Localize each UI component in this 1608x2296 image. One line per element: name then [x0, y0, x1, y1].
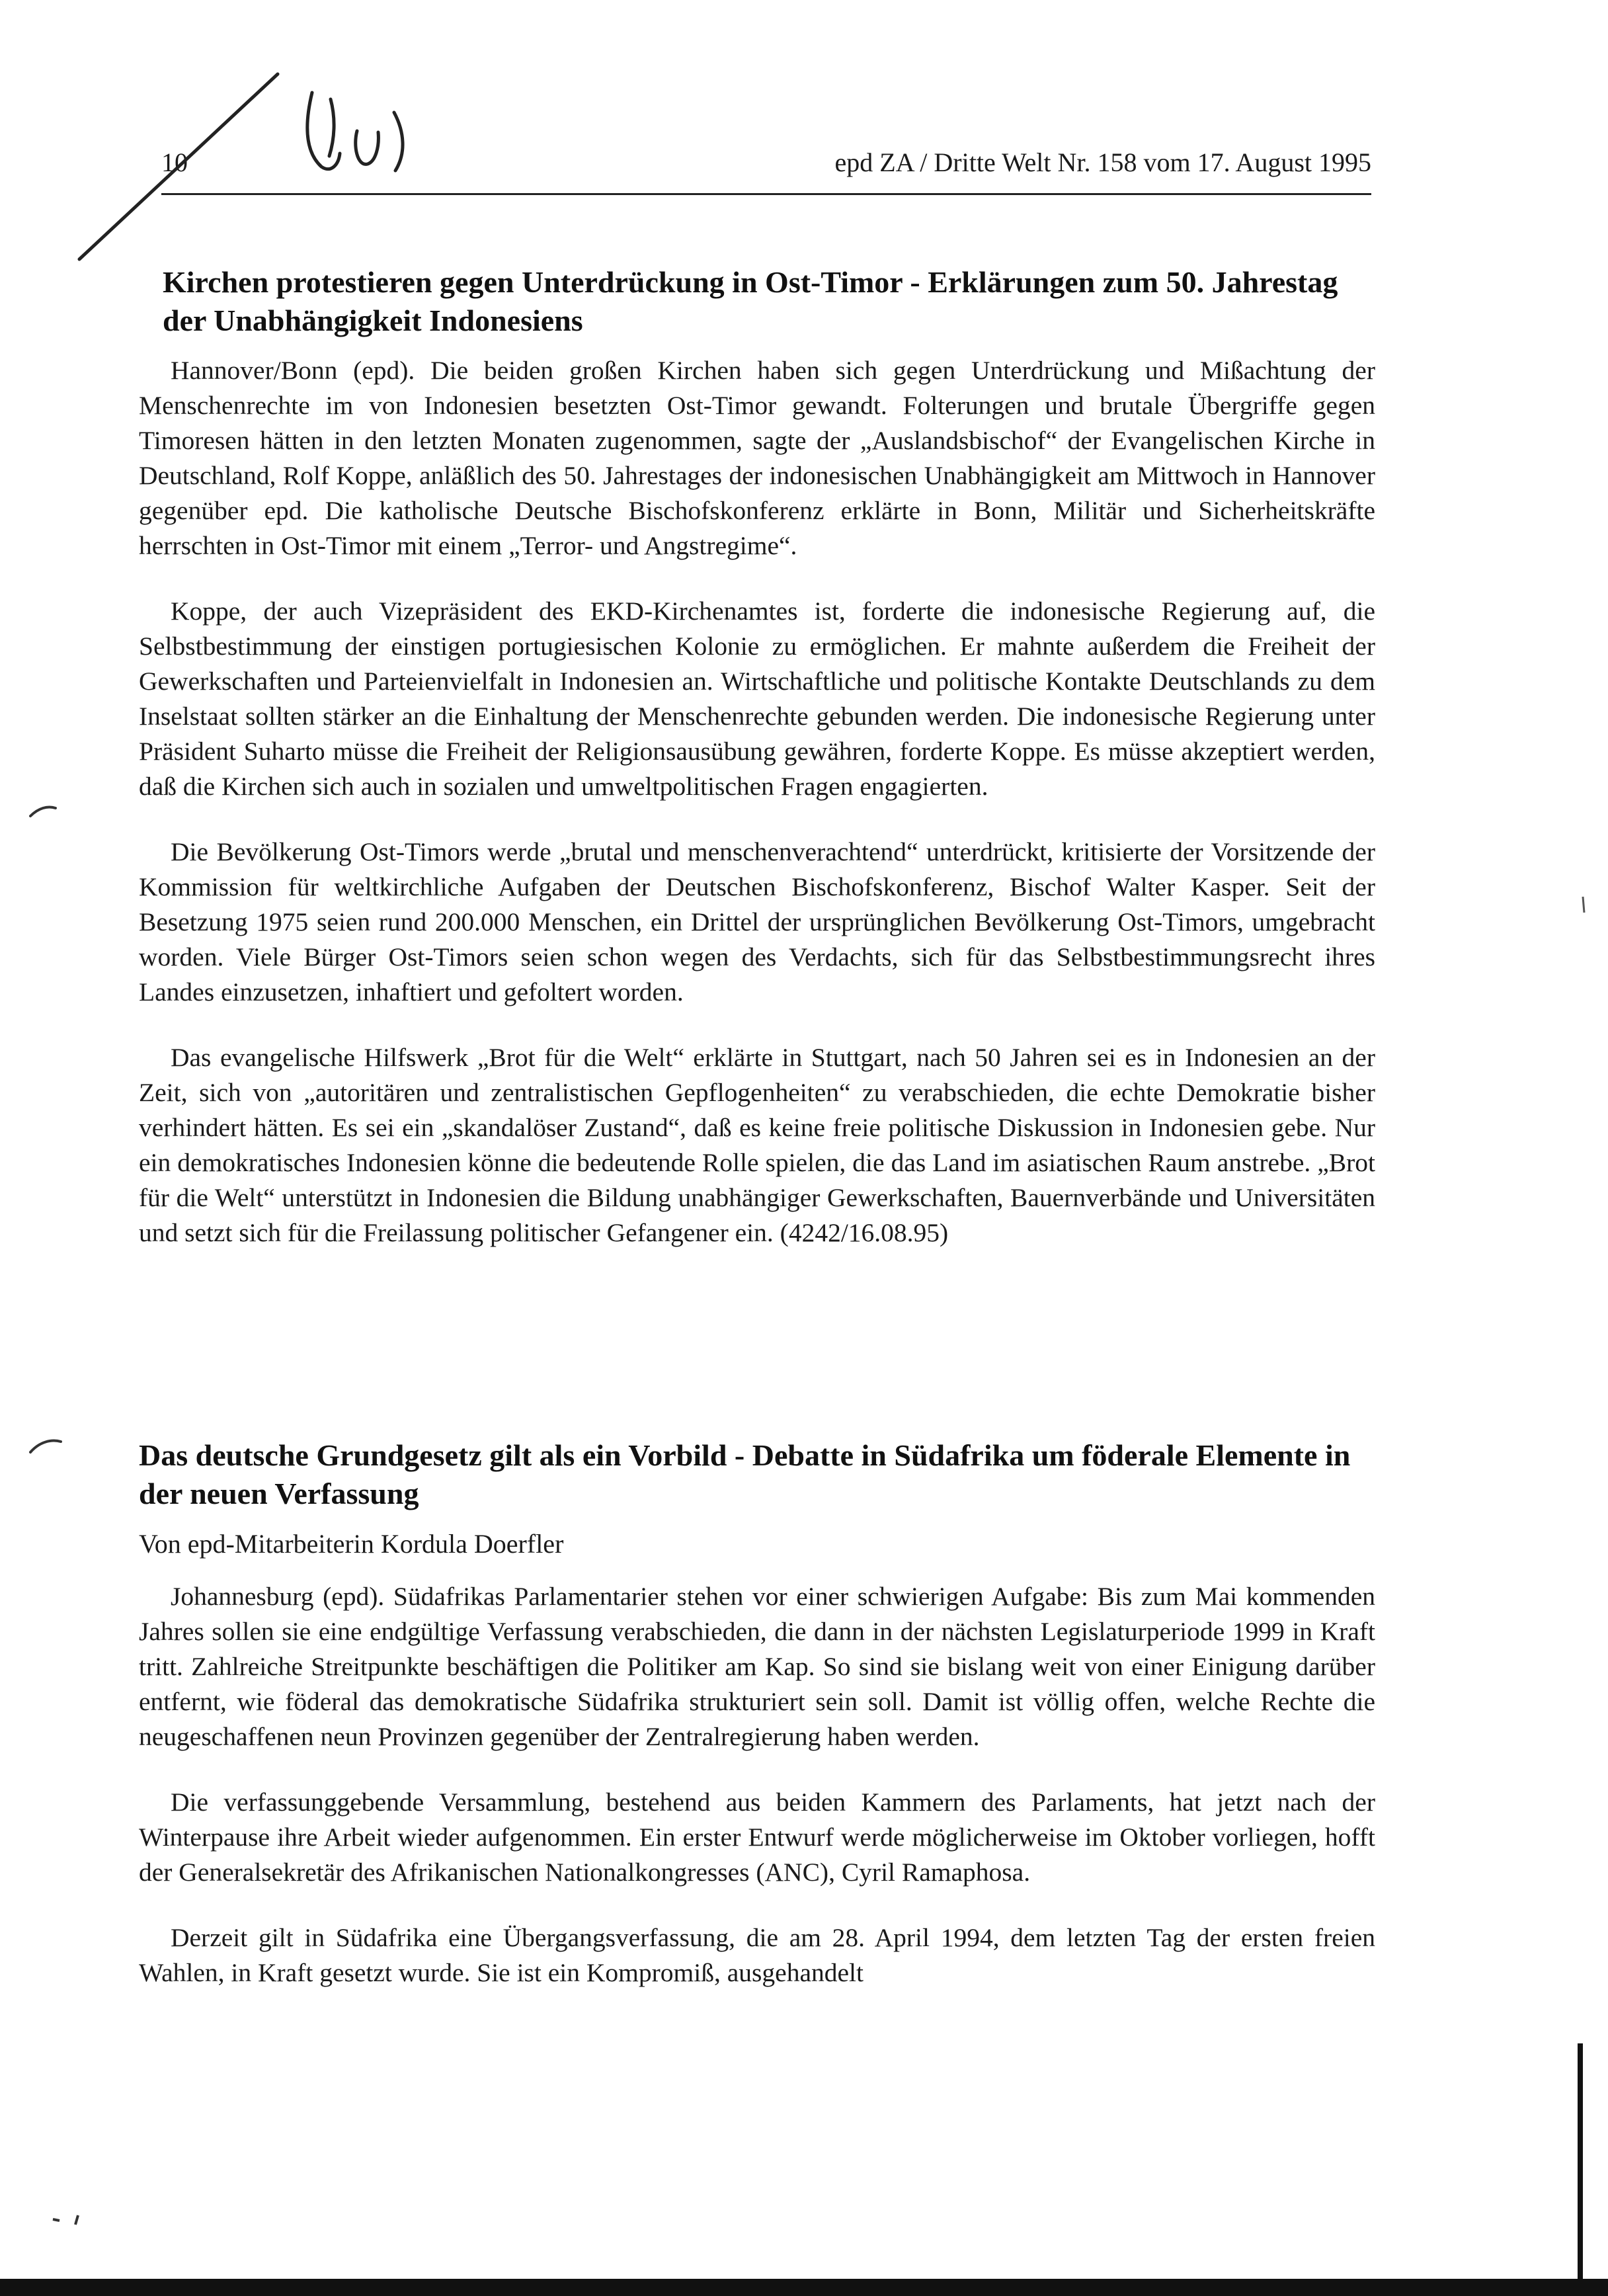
article-paragraph: Die Bevölkerung Ost-Timors werde „brutal und menschenverachtend“ unterdrückt, kritisierte der Vorsitzende der Kommission für weltkirchliche Aufgaben der Deutschen Bischofskonferenz, Bischof Walter Kasper. Seit der Besetzung 1975 seien rund 200.000 Menschen, ein Drittel der ursprünglichen Bevölkerung Ost-Timors, umgebracht worden. Viele Bürger Ost-Timors seien schon wegen des Verdachts, sich für das Selbstbestimmungsrecht ihres Landes einzusetzen, inhaftiert und gefoltert worden. [139, 837, 1375, 1006]
article-paragraph: Das evangelische Hilfswerk „Brot für die Welt“ erklärte in Stuttgart, nach 50 Jahren sei es in Indonesien an der Zeit, sich von „autoritären und zentralistischen Gepflogenheiten“ zu verabschieden, die echte Demokratie bisher verhindert hätten. Es sei ein „skandalöser Zustand“, daß es keine freie politische Diskussion in Indonesien gebe. Nur ein demokratisches Indonesien könne die bedeutende Rolle spielen, die das Land im asiatischen Raum anstrebe. „Brot für die Welt“ unterstützt in Indonesien die Bildung unabhängiger Gewerkschaften, Bauernverbände und Universitäten und setzt sich für die Freilassung politischer Gefangener ein. (4242/16.08.95) [139, 1043, 1375, 1247]
running-head: epd ZA / Dritte Welt Nr. 158 vom 17. August 1995 [834, 147, 1371, 177]
scan-mark [1583, 897, 1584, 913]
scan-bottom-bar [0, 2279, 1608, 2296]
article-paragraph: Koppe, der auch Vizepräsident des EKD-Kirchenamtes ist, forderte die indonesische Regierung auf, die Selbstbestimmung der einstigen portugiesischen Kolonie zu ermöglichen. Er mahnte außerdem die Freiheit der Gewerkschaften und Parteienvielfalt in Indonesien an. Wirtschaftliche und politische Kontakte Deutschlands zu dem Inselstaat sollten stärker an die Einhaltung der Menschenrechte gebunden werden. Die indonesische Regierung unter Präsident Suharto müsse die Freiheit der Religionsausübung gewähren, forderte Koppe. Es müsse akzeptiert werden, daß die Kirchen sich auch in sozialen und umweltpolitischen Fragen engagierten. [139, 596, 1375, 801]
article-paragraph: Johannesburg (epd). Südafrikas Parlamentarier stehen vor einer schwierigen Aufgabe: Bis zum Mai kommenden Jahres sollen sie eine endgültige Verfassung verabschieden, die dann in der nächsten Legislaturperiode 1999 in Kraft tritt. Zahlreiche Streitpunkte beschäftigen die Politiker am Kap. So sind sie bislang weit von einer Einigung darüber entfernt, wie föderal das demokratische Südafrika strukturiert sein soll. Damit ist völlig offen, welche Rechte die neugeschaffenen neun Provinzen gegenüber der Zentralregierung haben werden. [139, 1582, 1375, 1751]
margin-tick-mark [30, 807, 56, 817]
article-south-africa [139, 1436, 1375, 2021]
article-byline: Von epd-Mitarbeiterin Kordula Doerfler [139, 1529, 564, 1559]
scan-mark [53, 2215, 78, 2225]
article-title: Kirchen protestieren gegen Unterdrückung in Ost-Timor - Erklärungen zum 50. Jahrestag der Unabhängigkeit Indonesiens [163, 265, 1338, 337]
header-rule [161, 193, 1371, 195]
article-paragraph: Die verfassunggebende Versammlung, bestehend aus beiden Kammern des Parlaments, hat jetzt nach der Winterpause ihre Arbeit wieder aufgenommen. Ein erster Entwurf werde möglicherweise im Oktober vorliegen, hofft der Generalsekretär des Afrikanischen Nationalkongresses (ANC), Cyril Ramaphosa. [139, 1787, 1375, 1887]
article-east-timor [139, 263, 1375, 1281]
scan-edge-bar [1578, 2043, 1583, 2296]
margin-tick-mark [30, 1441, 61, 1452]
article-paragraph: Hannover/Bonn (epd). Die beiden großen Kirchen haben sich gegen Unterdrückung und Mißachtung der Menschenrechte im von Indonesien besetzten Ost-Timor gewandt. Folterungen und brutale Übergriffe gegen Timoresen hätten in den letzten Monaten zugenommen, sagte der „Auslandsbischof“ der Evangelischen Kirche in Deutschland, Rolf Koppe, anläßlich des 50. Jahrestages der indonesischen Unabhängigkeit am Mittwoch in Hannover gegenüber epd. Die katholische Deutsche Bischofskonferenz erklärte in Bonn, Militär und Sicherheitskräfte herrschten in Ost-Timor mit einem „Terror- und Angstregime“. [139, 356, 1375, 560]
article-title: Das deutsche Grundgesetz gilt als ein Vorbild - Debatte in Südafrika um föderale Elemente in der neuen Verfassung [139, 1438, 1351, 1510]
page-number: 10 [161, 147, 188, 177]
page-header [161, 147, 1371, 184]
article-paragraph: Derzeit gilt in Südafrika eine Übergangsverfassung, die am 28. April 1994, dem letzten Tag der ersten freien Wahlen, in Kraft gesetzt wurde. Sie ist ein Kompromiß, ausgehandelt [139, 1923, 1375, 1987]
